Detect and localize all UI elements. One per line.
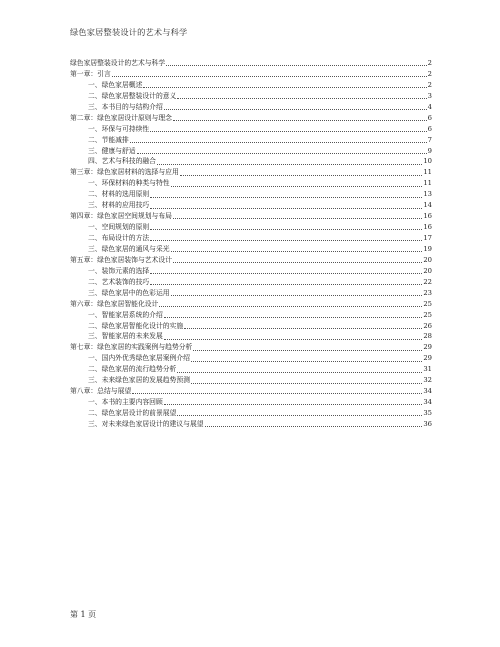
toc-dot-leader — [150, 228, 422, 230]
toc-entry-page-number: 17 — [423, 234, 432, 242]
toc-entry[interactable] — [70, 255, 432, 266]
toc-entry[interactable] — [70, 408, 432, 419]
toc-entry-page-number: 6 — [427, 124, 432, 133]
toc-entry-page-number: 34 — [423, 387, 432, 396]
toc-entry-page-number: 16 — [423, 223, 432, 232]
toc-dot-leader — [150, 196, 422, 198]
toc-entry[interactable] — [70, 135, 432, 146]
toc-entry[interactable] — [70, 222, 432, 233]
toc-entry-title: 三、对未来绿色家居设计的建议与展望 — [88, 419, 204, 428]
toc-entry-title: 第二章：绿色家居设计原则与理念 — [70, 113, 172, 122]
toc-entry[interactable] — [70, 113, 432, 124]
toc-entry[interactable] — [70, 331, 432, 342]
toc-entry-title: 二、艺术装饰的技巧 — [88, 277, 150, 286]
toc-dot-leader — [137, 152, 427, 154]
page-number-footer: 第 1 页 — [70, 610, 97, 619]
toc-entry-title: 一、装饰元素的选择 — [88, 266, 150, 275]
toc-dot-leader — [166, 64, 427, 66]
toc-entry[interactable] — [70, 146, 432, 157]
toc-entry-page-number: 29 — [423, 343, 432, 352]
toc-entry-page-number: 20 — [423, 255, 432, 264]
toc-dot-leader — [173, 217, 422, 219]
toc-dot-leader — [150, 239, 422, 241]
toc-entry-page-number: 7 — [427, 135, 432, 144]
toc-entry-title: 二、绿色家居整装设计的意义 — [88, 91, 177, 100]
toc-entry-page-number: 28 — [423, 332, 432, 341]
toc-entry[interactable] — [70, 211, 432, 222]
toc-dot-leader — [159, 305, 422, 307]
toc-entry-title: 第五章：绿色家居装饰与艺术设计 — [70, 255, 172, 264]
toc-dot-leader — [177, 97, 426, 99]
toc-entry-title: 一、环保与可持续性 — [88, 124, 150, 133]
toc-entry[interactable] — [70, 124, 432, 135]
toc-entry-title: 三、本书目的与结构介绍 — [88, 102, 163, 111]
toc-entry[interactable] — [70, 266, 432, 277]
toc-dot-leader — [173, 261, 422, 263]
toc-entry[interactable] — [70, 91, 432, 102]
toc-dot-leader — [143, 86, 426, 88]
toc-entry-page-number: 22 — [423, 277, 432, 286]
toc-entry[interactable] — [70, 419, 432, 430]
toc-entry-title: 二、绿色家居的流行趋势分析 — [88, 365, 177, 374]
toc-entry-page-number: 26 — [423, 321, 432, 330]
toc-entry[interactable] — [70, 288, 432, 299]
toc-entry[interactable] — [70, 375, 432, 386]
toc-entry-title: 绿色家居整装设计的艺术与科学 — [70, 59, 166, 67]
toc-entry-title: 第四章：绿色家居空间规划与布局 — [70, 212, 172, 221]
toc-dot-leader — [180, 174, 423, 176]
toc-entry[interactable] — [70, 69, 432, 80]
toc-entry[interactable] — [70, 342, 432, 353]
toc-entry-page-number: 10 — [423, 157, 432, 166]
toc-entry[interactable] — [70, 167, 432, 178]
toc-entry[interactable] — [70, 244, 432, 255]
toc-dot-leader — [130, 141, 427, 143]
toc-entry[interactable] — [70, 58, 432, 69]
toc-entry-title: 二、布局设计的方法 — [88, 234, 150, 242]
toc-entry-title: 一、智能家居系统的介绍 — [88, 310, 163, 319]
toc-dot-leader — [150, 130, 427, 132]
toc-entry-page-number: 11 — [423, 168, 432, 177]
toc-entry-page-number: 3 — [427, 91, 432, 100]
toc-entry-title: 第八章：总结与展望 — [70, 387, 132, 396]
toc-entry-title: 第一章：引言 — [70, 69, 111, 78]
toc-entry-page-number: 13 — [423, 190, 432, 199]
toc-entry[interactable] — [70, 364, 432, 375]
toc-entry-page-number: 11 — [423, 179, 432, 188]
toc-dot-leader — [184, 327, 422, 329]
table-of-contents — [70, 58, 432, 430]
toc-entry[interactable] — [70, 277, 432, 288]
toc-entry-page-number: 4 — [427, 102, 432, 111]
toc-dot-leader — [132, 392, 422, 394]
toc-entry-page-number: 25 — [423, 310, 432, 319]
toc-entry[interactable] — [70, 397, 432, 408]
toc-dot-leader — [193, 349, 422, 351]
toc-dot-leader — [171, 294, 423, 296]
toc-entry[interactable] — [70, 353, 432, 364]
toc-entry-title: 四、艺术与科技的融合 — [88, 157, 156, 166]
toc-entry[interactable] — [70, 310, 432, 321]
toc-entry[interactable] — [70, 189, 432, 200]
toc-entry-title: 一、本书的主要内容回顾 — [88, 398, 163, 407]
toc-entry-page-number: 9 — [427, 146, 432, 155]
toc-entry-page-number: 2 — [427, 69, 432, 78]
toc-dot-leader — [164, 316, 423, 318]
toc-entry-title: 三、绿色家居中的色彩运用 — [88, 288, 170, 297]
toc-dot-leader — [171, 250, 423, 252]
toc-dot-leader — [171, 185, 423, 187]
toc-entry-page-number: 35 — [423, 409, 432, 417]
toc-entry-page-number: 19 — [423, 244, 432, 253]
toc-entry[interactable] — [70, 299, 432, 310]
toc-entry[interactable] — [70, 233, 432, 244]
toc-dot-leader — [191, 360, 422, 362]
toc-dot-leader — [150, 283, 422, 285]
toc-entry-page-number: 2 — [427, 59, 432, 67]
toc-entry-page-number: 32 — [423, 376, 432, 385]
toc-entry-page-number: 36 — [423, 419, 432, 428]
toc-entry-page-number: 23 — [423, 288, 432, 297]
toc-entry-title: 一、国内外优秀绿色家居案例介绍 — [88, 354, 190, 363]
toc-dot-leader — [205, 425, 423, 427]
toc-entry-title: 三、智能家居的未来发展 — [88, 332, 163, 341]
toc-entry-page-number: 2 — [427, 80, 432, 89]
toc-entry-page-number: 29 — [423, 354, 432, 363]
toc-entry-page-number: 16 — [423, 212, 432, 221]
toc-entry-page-number: 31 — [423, 365, 432, 374]
toc-entry[interactable] — [70, 321, 432, 332]
toc-dot-leader — [191, 382, 422, 384]
toc-entry-title: 第七章：绿色家居的实践案例与趋势分析 — [70, 343, 193, 352]
toc-dot-leader — [177, 414, 422, 416]
toc-entry-title: 二、绿色家居智能化设计的实施 — [88, 321, 184, 330]
toc-dot-leader — [150, 207, 422, 209]
toc-entry[interactable] — [70, 200, 432, 211]
toc-dot-leader — [164, 108, 427, 110]
toc-entry-title: 三、未来绿色家居的发展趋势预测 — [88, 376, 190, 385]
toc-entry-title: 三、健康与舒适 — [88, 146, 136, 155]
toc-entry-title: 三、绿色家居的通风与采光 — [88, 244, 170, 253]
page-header-title: 绿色家居整装设计的艺术与科学 — [70, 27, 188, 37]
toc-entry-title: 二、绿色家居设计的前景展望 — [88, 409, 177, 417]
toc-dot-leader — [177, 371, 422, 373]
toc-entry-page-number: 25 — [423, 299, 432, 308]
toc-entry[interactable] — [70, 178, 432, 189]
toc-entry-title: 一、环保材料的种类与特性 — [88, 179, 170, 188]
toc-entry-title: 三、材料的应用技巧 — [88, 201, 150, 210]
toc-dot-leader — [164, 403, 423, 405]
toc-entry[interactable] — [70, 386, 432, 397]
toc-entry[interactable] — [70, 156, 432, 167]
toc-entry-title: 一、空间规划的原则 — [88, 223, 150, 232]
toc-entry-page-number: 20 — [423, 266, 432, 275]
toc-entry-title: 第三章：绿色家居材料的选择与应用 — [70, 168, 179, 177]
toc-dot-leader — [112, 75, 427, 77]
toc-entry-page-number: 6 — [427, 113, 432, 122]
toc-dot-leader — [164, 338, 423, 340]
toc-entry-title: 第六章：绿色家居智能化设计 — [70, 299, 159, 308]
toc-entry-title: 一、绿色家居概述 — [88, 80, 143, 89]
toc-entry-page-number: 34 — [423, 398, 432, 407]
toc-dot-leader — [150, 272, 422, 274]
toc-entry-title: 二、材料的选用原则 — [88, 190, 150, 199]
toc-dot-leader — [173, 119, 427, 121]
toc-entry-title: 二、节能减排 — [88, 135, 129, 144]
toc-dot-leader — [157, 163, 422, 165]
toc-entry-page-number: 14 — [423, 201, 432, 210]
toc-entry[interactable] — [70, 80, 432, 91]
toc-entry[interactable] — [70, 102, 432, 113]
